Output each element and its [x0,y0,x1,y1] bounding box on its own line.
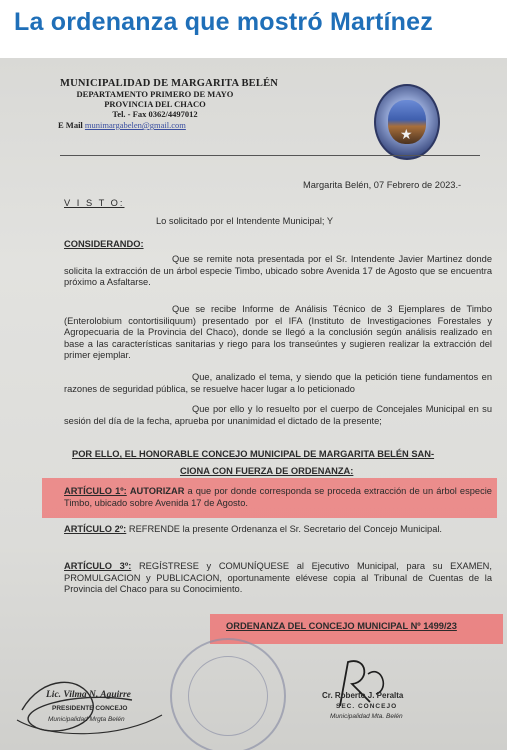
article-1-label: ARTÍCULO 1º: [64,486,127,496]
considerando-paragraph-1: Que se remite nota presentada por el Sr. Intendente Javier Martinez donde solicita la extracción de un árbol especie Timbo, ubicado sobre Avenida 17 de Agosto que se encuentra próximo a Asfaltarse. [64,254,492,288]
department-name: DEPARTAMENTO PRIMERO DE MAYO [76,89,234,99]
municipal-seal-icon: ★ [374,84,440,160]
article-2 [64,524,492,536]
ordinance-number: ORDENANZA DEL CONCEJO MUNICIPAL Nº 1499/23 [226,621,457,631]
signatory-right-org: Municipalidad Mta. Belén [330,713,403,720]
province-name: PROVINCIA DEL CHACO [104,99,206,109]
email-address: munimargabelen@gmail.com [84,120,186,130]
considerando-paragraph-4: Que por ello y lo resuelto por el cuerpo de Concejales Municipal en su sesión del día de la fecha, aprueba por unanimidad el dictado de la presente; [64,404,492,426]
signatory-left-org: Municipalidad Mrgta Belén [48,716,125,723]
ordinance-document [0,58,507,750]
signatory-left-name: Lic. Vilma N. Aguirre [46,690,131,700]
signatory-right-role: SEC. CONCEJO [336,703,398,710]
por-ello-line-1: POR ELLO, EL HONORABLE CONCEJO MUNICIPAL DE MARGARITA BELÉN SAN- [72,449,435,459]
document-date: Margarita Belén, 07 Febrero de 2023.- [303,180,462,190]
considerando-paragraph-2: Que se recibe Informe de Análisis Técnico de 3 Ejemplares de Timbo (Enterolobium contortisiliquum) presentado por el IFA (Instituto de Investigaciones Forestales y Agropecuaria de la Provincia del Chaco), donde se llegó a la conclusión según análisis realizado en base a las características sanitarias y riego para los transeúntes y sugieren realizar la extracción del primer ejemplar. [64,304,492,361]
article-3 [64,561,492,596]
article-3-text: REGÍSTRESE y COMUNÍQUESE al Ejecutivo Municipal, para su EXAMEN, PROMULGACION y PUBLICACION, oportunamente elévese copia al Tribunal de Cuentas de la Provincia del Chaco para su Conocimiento. [64,561,492,595]
article-1-text: a que por donde corresponda se proceda extracción de un árbol especie Timbo, ubicado sobre Avenida 17 de Agosto. [64,486,492,508]
visto-heading: V I S T O: [64,198,125,208]
letterhead [60,78,278,130]
email-label: E Mail [58,120,83,130]
article-headline: La ordenanza que mostró Martínez [14,8,433,36]
por-ello-line-2: CIONA CON FUERZA DE ORDENANZA: [180,466,354,476]
phone-fax: Tel. - Fax 0362/4497012 [112,109,198,119]
article-2-text: REFRENDE la presente Ordenanza el Sr. Secretario del Concejo Municipal. [128,524,443,534]
letterhead-divider [60,155,480,156]
article-2-label: ARTÍCULO 2º: [64,524,127,534]
article-1-verb: AUTORIZAR [129,486,185,496]
considerando-heading: CONSIDERANDO: [64,239,144,249]
signatory-right-name: Cr. Roberto J. Peralta [322,691,404,700]
email-line [58,120,278,130]
article-3-label: ARTÍCULO 3º: [64,561,132,571]
considerando-paragraph-3: Que, analizado el tema, y siendo que la petición tiene fundamentos en razones de seguridad pública, se resuelve hacer lugar a lo peticionado [64,372,492,394]
signatory-left-role: PRESIDENTE CONCEJO [52,705,128,712]
visto-text: Lo solicitado por el Intendente Municipal; Y [156,216,334,226]
municipality-name: MUNICIPALIDAD DE MARGARITA BELÉN [60,78,279,89]
municipal-stamp-icon [170,638,286,750]
article-1 [64,486,492,509]
